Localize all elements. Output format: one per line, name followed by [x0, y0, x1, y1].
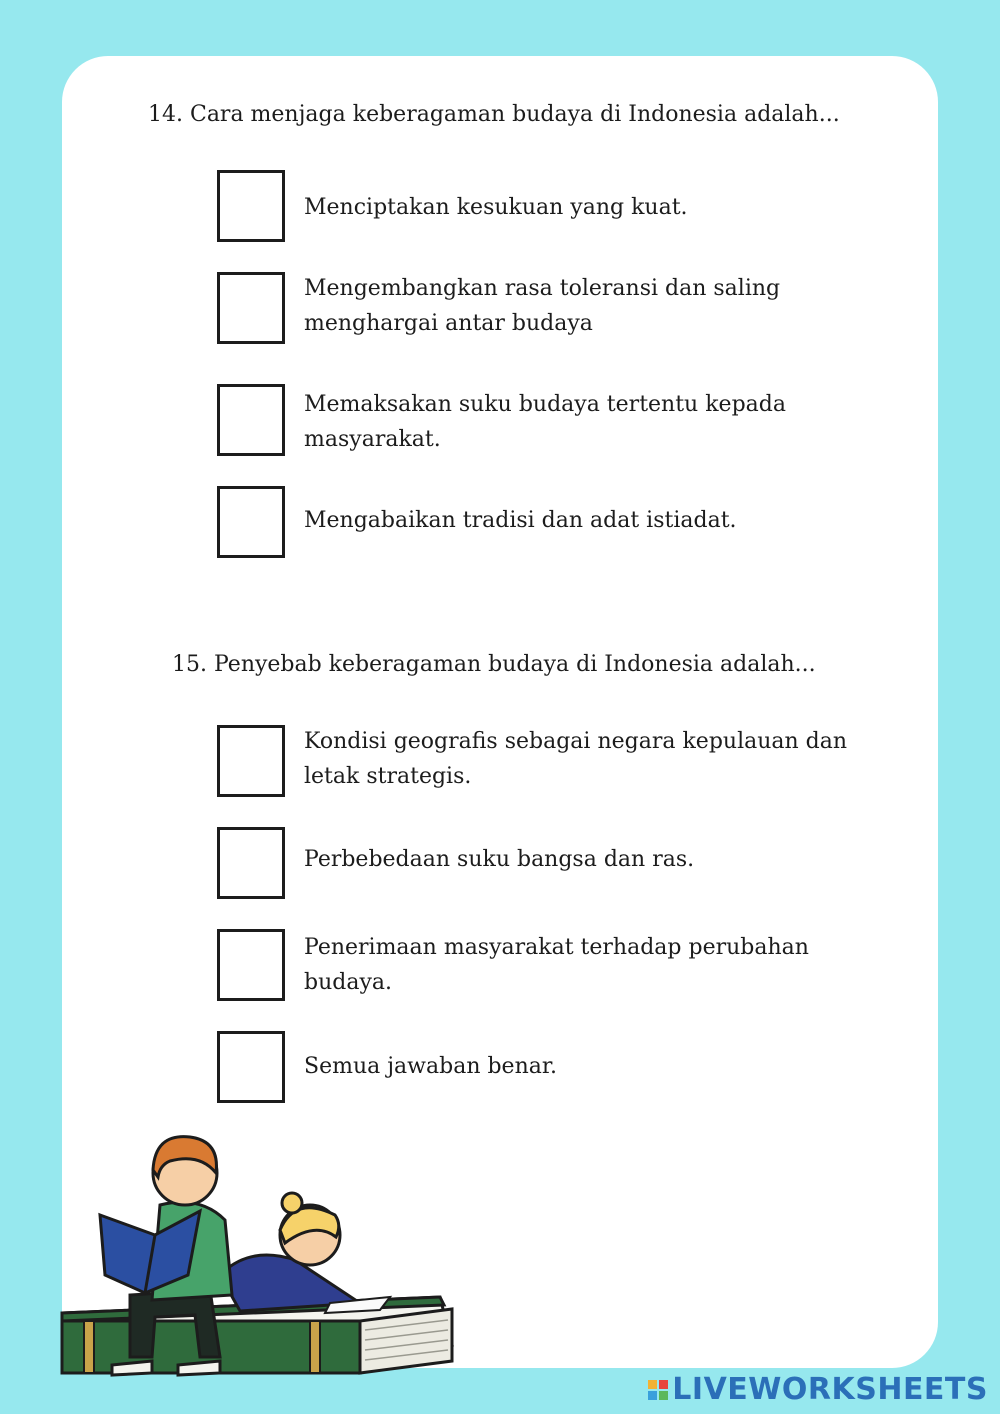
- q14-option-2-label: Mengembangkan rasa toleransi dan saling menghargai antar budaya: [304, 276, 781, 336]
- q14-option-1-label: Menciptakan kesukuan yang kuat.: [304, 195, 688, 220]
- q15-option-2-label: Perbebedaan suku bangsa dan ras.: [304, 847, 695, 872]
- watermark-text: LIVEWORKSHEETS: [672, 1372, 988, 1407]
- children-reading-illustration: [60, 1125, 460, 1385]
- question-14: 14. Cara menjaga keberagaman budaya di Indonesia adalah...: [148, 102, 840, 127]
- q15-option-3-label: Penerimaan masyarakat terhadap perubahan budaya.: [304, 935, 809, 995]
- q14-option-4-label: Mengabaikan tradisi dan adat istiadat.: [304, 508, 737, 533]
- liveworksheets-logo-icon: [648, 1380, 668, 1400]
- q14-option-3-label: Memaksakan suku budaya tertentu kepada masyarakat.: [304, 392, 786, 452]
- q15-option-1-checkbox[interactable]: [217, 725, 285, 797]
- q15-option-4-label: Semua jawaban benar.: [304, 1054, 557, 1079]
- girl-reading-icon: [220, 1193, 390, 1313]
- liveworksheets-watermark: [648, 1372, 988, 1407]
- question-15: 15. Penyebab keberagaman budaya di Indonesia adalah...: [172, 652, 816, 677]
- q14-option-1-checkbox[interactable]: [217, 170, 285, 242]
- q15-option-1-label: Kondisi geografis sebagai negara kepulauan dan letak strategis.: [304, 729, 848, 789]
- q14-option-2-checkbox[interactable]: [217, 272, 285, 344]
- q15-option-3-checkbox[interactable]: [217, 929, 285, 1001]
- q15-option-4-checkbox[interactable]: [217, 1031, 285, 1103]
- q15-option-2-checkbox[interactable]: [217, 827, 285, 899]
- q14-option-4-checkbox[interactable]: [217, 486, 285, 558]
- q14-option-3-checkbox[interactable]: [217, 384, 285, 456]
